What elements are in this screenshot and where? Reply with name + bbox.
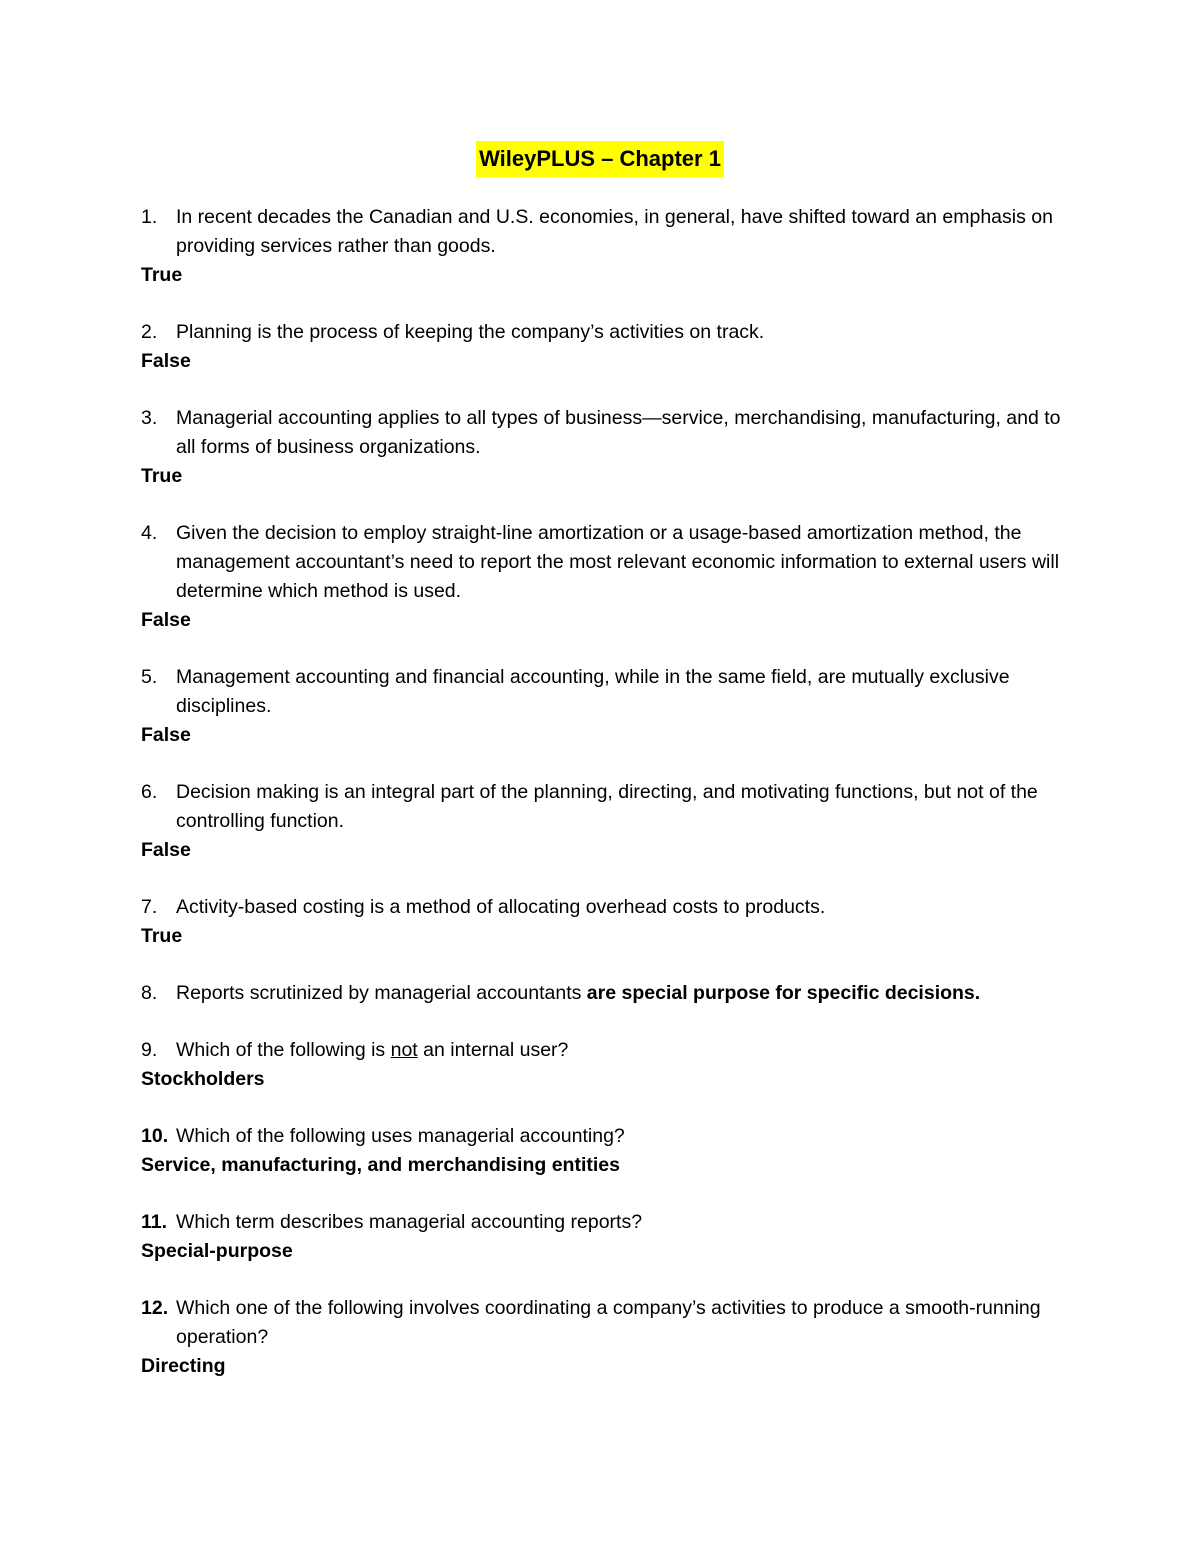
question-number: 7. xyxy=(141,896,158,918)
question-number: 5. xyxy=(141,666,158,688)
question-number: 8. xyxy=(141,982,158,1004)
question-text: Management accounting and financial accounting, while in the same field, are mutually exclusive disciplines. xyxy=(176,666,1010,717)
question-text: Which one of the following involves coordinating a company’s activities to produce a smooth-running operation? xyxy=(176,1297,1041,1348)
question-item-7 xyxy=(141,893,1061,951)
answer-text: True xyxy=(141,264,183,286)
answer-text: Directing xyxy=(141,1355,226,1377)
question-text: Which term describes managerial accounting reports? xyxy=(176,1211,643,1233)
question-item-10 xyxy=(141,1122,1061,1180)
question-number: 11. xyxy=(141,1211,168,1233)
question-text xyxy=(176,1036,1061,1065)
answer-text: False xyxy=(141,609,191,631)
question-text-plain: Reports scrutinized by managerial accountants xyxy=(176,982,587,1004)
question-text-underlined: not xyxy=(390,1039,418,1061)
answer-text: False xyxy=(141,839,191,861)
question-text-after: an internal user? xyxy=(417,1039,569,1061)
question-number: 3. xyxy=(141,407,158,429)
document-title: WileyPLUS – Chapter 1 xyxy=(476,141,724,177)
question-text: Activity-based costing is a method of allocating overhead costs to products. xyxy=(176,896,826,918)
question-number: 10. xyxy=(141,1125,169,1147)
question-number: 6. xyxy=(141,781,158,803)
question-text: Planning is the process of keeping the company’s activities on track. xyxy=(176,321,765,343)
answer-text: True xyxy=(141,465,183,487)
question-number: 4. xyxy=(141,522,158,544)
question-number: 1. xyxy=(141,206,158,228)
question-item-8 xyxy=(141,979,1061,1008)
question-item-6 xyxy=(141,778,1061,865)
answer-text: Stockholders xyxy=(141,1068,265,1090)
question-text-bold: are special purpose for specific decisions. xyxy=(586,982,981,1004)
question-list xyxy=(141,203,1061,1409)
question-number: 12. xyxy=(141,1297,169,1319)
question-number: 2. xyxy=(141,321,158,343)
answer-text: False xyxy=(141,350,191,372)
answer-text: Service, manufacturing, and merchandising entities xyxy=(141,1154,620,1176)
answer-text: Special-purpose xyxy=(141,1240,293,1262)
question-text: Which of the following uses managerial accounting? xyxy=(176,1125,625,1147)
question-item-9 xyxy=(141,1036,1061,1094)
question-text: Decision making is an integral part of the planning, directing, and motivating functions, but not of the controlling function. xyxy=(176,781,1038,832)
question-number: 9. xyxy=(141,1039,158,1061)
question-item-3 xyxy=(141,404,1061,491)
question-item-5 xyxy=(141,663,1061,750)
question-item-11 xyxy=(141,1208,1061,1266)
question-item-4 xyxy=(141,519,1061,635)
question-item-1 xyxy=(141,203,1061,290)
question-text: Given the decision to employ straight-line amortization or a usage-based amortization method, the management accountant’s need to report the most relevant economic information to external users will determine which method is used. xyxy=(176,522,1060,602)
title-container xyxy=(0,141,1200,177)
question-item-12 xyxy=(141,1294,1061,1381)
question-text: In recent decades the Canadian and U.S. economies, in general, have shifted toward an emphasis on providing services rather than goods. xyxy=(176,206,1053,257)
question-text-before: Which of the following is xyxy=(176,1039,391,1061)
question-text xyxy=(176,979,1061,1008)
answer-text: True xyxy=(141,925,183,947)
question-text: Managerial accounting applies to all types of business—service, merchandising, manufacturing, and to all forms of business organizations. xyxy=(176,407,1061,458)
answer-text: False xyxy=(141,724,191,746)
question-item-2 xyxy=(141,318,1061,376)
